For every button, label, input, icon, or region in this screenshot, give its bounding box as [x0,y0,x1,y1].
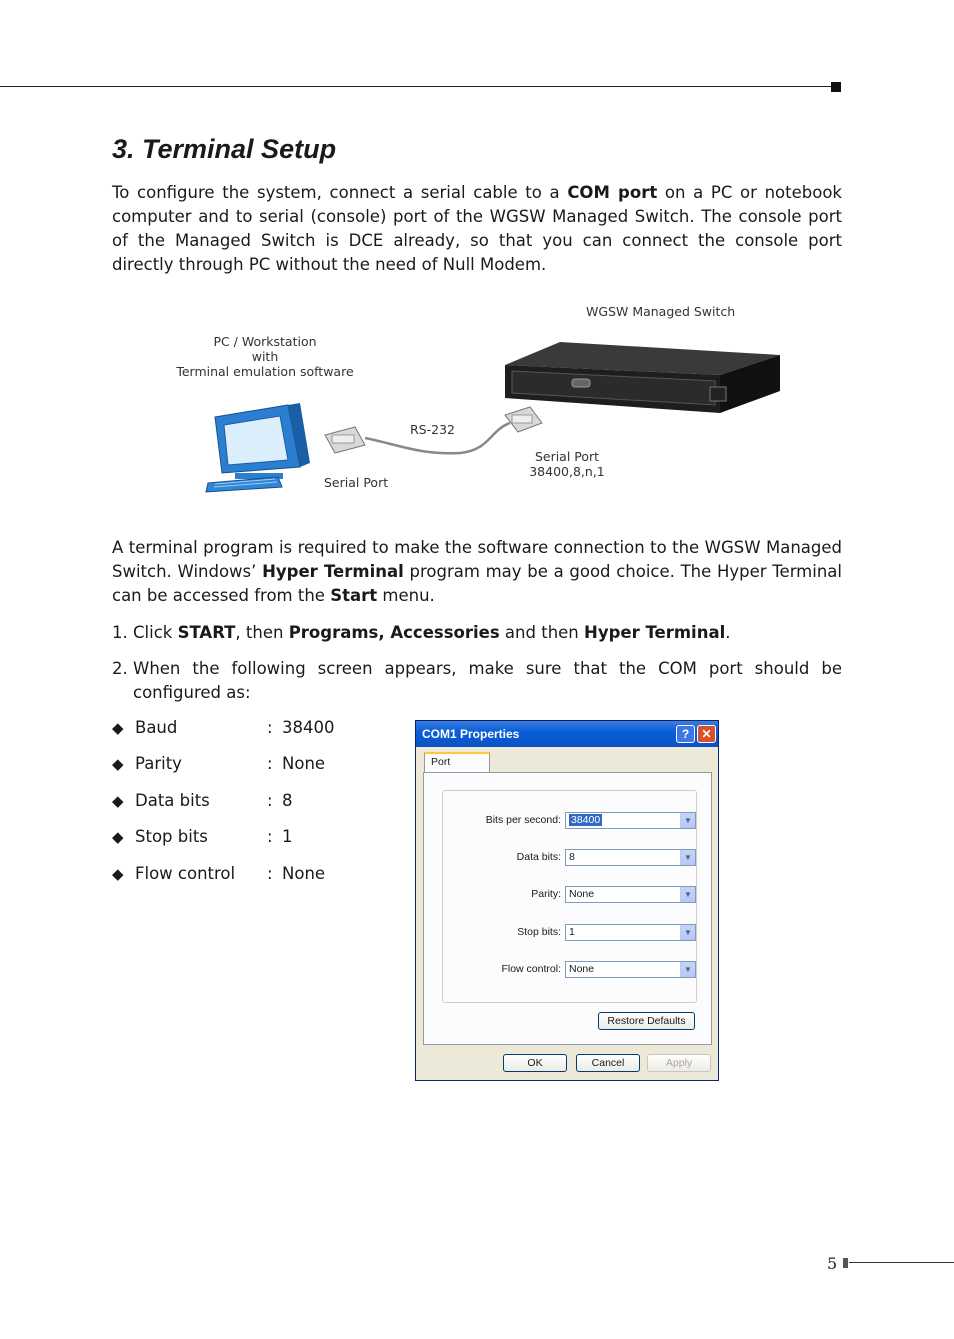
page-number-marker [843,1258,848,1268]
apply-button[interactable]: Apply [647,1054,711,1072]
switch-chassis [505,342,780,413]
cable-label: RS-232 [410,422,455,437]
switch-serial-connector [505,407,542,432]
terminal-paragraph [112,536,842,608]
setting-label: Parity [135,754,182,773]
page-number-rule [849,1262,954,1263]
para2-bold-start: Start [330,586,378,605]
bullet-diamond-icon: ◆ [112,792,124,810]
chevron-down-icon: ▼ [680,887,695,902]
ok-button[interactable]: OK [503,1054,567,1072]
tab-port-settings[interactable]: Port [424,752,490,773]
setting-value: None [282,864,326,883]
stop-bits-label: Stop bits: [517,926,561,938]
bullet-diamond-icon: ◆ [112,719,124,737]
bullet-diamond-icon: ◆ [112,865,124,883]
pc-serial-connector [325,427,365,453]
chevron-down-icon: ▼ [680,925,695,940]
switch-port-label-line-2: 38400,8,n,1 [529,464,605,479]
close-icon[interactable]: ✕ [697,725,716,743]
setting-value: 38400 [282,718,335,737]
parity-label: Parity: [531,888,561,900]
setting-value: 8 [282,791,293,810]
setting-colon: : [267,791,273,810]
setting-value: None [282,754,326,773]
setting-label: Baud [135,718,178,737]
intro-bold-com-port: COM port [567,183,658,202]
setting-value: 1 [282,827,293,846]
step-number: 1. [112,623,128,642]
setting-colon: : [267,718,273,737]
para2-text-1: A terminal program is required to make the software connection to the WGSW Managed Switch. Windows’ [112,538,842,581]
setting-colon: : [267,864,273,883]
page-number: 5 [827,1254,838,1273]
computer-icon [206,403,310,492]
top-rule-marker [831,82,841,92]
step-1-bold-programs: Programs, Accessories [288,623,500,642]
intro-paragraph [112,181,842,277]
step-1-text-4: . [725,623,731,642]
diagram-graphics [160,295,800,505]
cancel-button[interactable]: Cancel [576,1054,640,1072]
step-number: 2. [112,659,128,678]
step-1-text-1: Click [133,623,178,642]
flow-control-select[interactable] [565,961,696,978]
combo-value: None [569,888,595,900]
para2-text-3: menu. [377,586,435,605]
restore-defaults-button[interactable]: Restore Defaults [598,1012,695,1030]
pc-label-line-2: with [251,349,279,364]
para2-bold-hyper-terminal: Hyper Terminal [262,562,404,581]
data-bits-select[interactable] [565,849,696,866]
bits-per-second-select[interactable] [565,812,696,829]
switch-port-label-line-1: Serial Port [534,449,600,464]
step-1-bold-start: START [177,623,236,642]
pc-port-label: Serial Port [324,475,389,490]
setting-colon: : [267,827,273,846]
chevron-down-icon: ▼ [680,850,695,865]
rs232-cable [365,423,510,453]
setting-colon: : [267,754,273,773]
combo-value: 8 [569,851,575,863]
port-settings-panel [423,772,712,1045]
section-heading: 3. Terminal Setup [112,134,337,164]
para2-text-2: program may be a good choice. The Hyper Terminal can be accessed from the [112,562,842,605]
settings-group [442,790,697,1003]
setting-label: Stop bits [135,827,208,846]
step-1-text-3: and then [499,623,585,642]
help-icon[interactable]: ? [676,725,695,743]
step-1-bold-hyper-terminal: Hyper Terminal [584,623,726,642]
pc-label-line-3: Terminal emulation software [176,364,354,379]
chevron-down-icon: ▼ [680,962,695,977]
step-text: When the following screen appears, make sure that the COM port should be configured as: [133,659,842,702]
stop-bits-select[interactable] [565,924,696,941]
pc-label-line-1: PC / Workstation [213,334,317,349]
top-rule [0,86,836,87]
parity-select[interactable] [565,886,696,903]
combo-value: None [569,963,595,975]
dialog-title: COM1 Properties [422,727,520,741]
data-bits-label: Data bits: [516,851,561,863]
bullet-diamond-icon: ◆ [112,755,124,773]
combo-value: 1 [569,926,575,938]
intro-text-1: To configure the system, connect a serial cable to a [112,183,568,202]
step-text [133,621,842,645]
bullet-diamond-icon: ◆ [112,828,124,846]
step-1-text-2: , then [235,623,289,642]
bits-per-second-label: Bits per second: [485,814,561,826]
dialog-title-bar [416,721,718,747]
chevron-down-icon: ▼ [680,813,695,828]
setting-label: Data bits [135,791,210,810]
intro-text-2: on a PC or notebook computer and to serial (console) port of the WGSW Managed Switch. The console port of the Managed Switch is DCE already, so that you can connect the console port directly through PC without the need of Null Modem. [112,183,842,274]
setting-label: Flow control [135,864,236,883]
switch-label: WGSW Managed Switch [586,304,736,319]
combo-value: 38400 [571,814,601,826]
flow-control-label: Flow control: [501,963,561,975]
connection-diagram [160,295,800,505]
com1-properties-dialog [415,720,719,1081]
